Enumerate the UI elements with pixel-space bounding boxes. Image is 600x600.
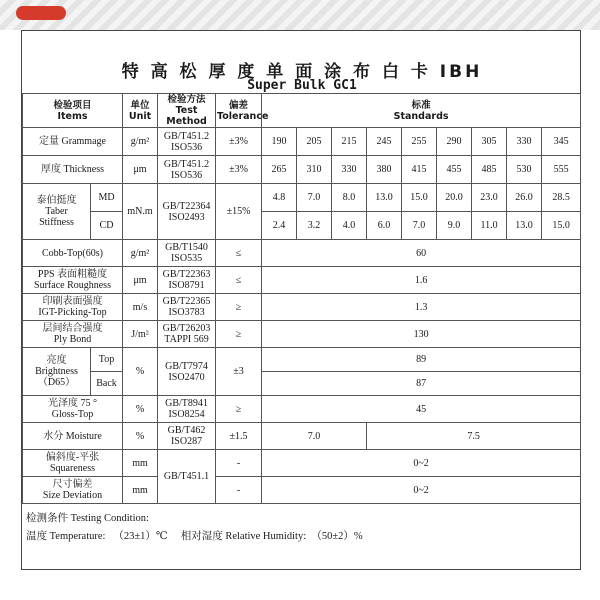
stiffness-cd-value: 7.0 (402, 212, 437, 240)
brightness-label: 亮度 Brightness （D65） (23, 348, 91, 396)
stiffness-method: GB/T22364 ISO2493 (158, 184, 216, 240)
moisture-label: 水分 Moisture (23, 423, 123, 450)
plybond-method: GB/T26203 TAPPI 569 (158, 321, 216, 348)
grammage-value: 205 (297, 128, 332, 156)
moisture-unit: % (123, 423, 158, 450)
grammage-value: 215 (332, 128, 367, 156)
moisture-method: GB/T462 ISO287 (158, 423, 216, 450)
moisture-value-low: 7.0 (262, 423, 367, 450)
stiffness-md-value: 23.0 (472, 184, 507, 212)
size-deviation-value: 0~2 (262, 477, 581, 504)
stiffness-cd-value: 9.0 (437, 212, 472, 240)
thickness-value: 485 (472, 156, 507, 184)
row-cobb (23, 240, 581, 267)
stiffness-cd-value: 3.2 (297, 212, 332, 240)
row-squareness (23, 450, 581, 477)
stiffness-md-value: 13.0 (367, 184, 402, 212)
thickness-method: GB/T451.2 ISO536 (158, 156, 216, 184)
cobb-value: 60 (262, 240, 581, 267)
grammage-value: 255 (402, 128, 437, 156)
plybond-tolerance: ≥ (216, 321, 262, 348)
grammage-tolerance: ±3% (216, 128, 262, 156)
stiffness-cd-value: 6.0 (367, 212, 402, 240)
stiffness-unit: mN.m (123, 184, 158, 240)
top-decor-strip (0, 0, 600, 30)
picking-method: GB/T22365 ISO3783 (158, 294, 216, 321)
row-roughness (23, 267, 581, 294)
thickness-value: 455 (437, 156, 472, 184)
roughness-value: 1.6 (262, 267, 581, 294)
stiffness-md-value: 8.0 (332, 184, 367, 212)
row-stiffness-cd (23, 212, 581, 240)
size-deviation-label: 尺寸偏差 Size Deviation (23, 477, 123, 504)
grammage-value: 345 (542, 128, 581, 156)
brand-logo (16, 6, 66, 20)
stiffness-md-value: 4.8 (262, 184, 297, 212)
moisture-tolerance: ±1.5 (216, 423, 262, 450)
row-gloss (23, 396, 581, 423)
thickness-value: 415 (402, 156, 437, 184)
testing-condition-heading: 检测条件 Testing Condition: (26, 513, 149, 524)
roughness-unit: μm (123, 267, 158, 294)
brightness-tolerance: ±3 (216, 348, 262, 396)
brightness-top-value: 89 (262, 348, 581, 372)
spec-sheet (21, 30, 581, 570)
grammage-method: GB/T451.2 ISO536 (158, 128, 216, 156)
squareness-tolerance: - (216, 450, 262, 477)
row-brightness-top (23, 348, 581, 372)
row-thickness (23, 156, 581, 184)
stiffness-tolerance: ±15% (216, 184, 262, 240)
gloss-unit: % (123, 396, 158, 423)
thickness-value: 310 (297, 156, 332, 184)
stiffness-md-value: 28.5 (542, 184, 581, 212)
stiffness-cd-label: CD (91, 212, 123, 240)
roughness-method: GB/T22363 ISO8791 (158, 267, 216, 294)
stiffness-md-value: 7.0 (297, 184, 332, 212)
row-moisture (23, 423, 581, 450)
grammage-unit: g/m² (123, 128, 158, 156)
cobb-unit: g/m² (123, 240, 158, 267)
grammage-value: 305 (472, 128, 507, 156)
stiffness-label: 泰伯挺度 Taber Stiffness (23, 184, 91, 240)
picking-tolerance: ≥ (216, 294, 262, 321)
header-unit: 单位 Unit (123, 94, 158, 128)
grammage-value: 245 (367, 128, 402, 156)
cobb-label: Cobb-Top(60s) (23, 240, 123, 267)
squareness-unit: mm (123, 450, 158, 477)
testing-condition-line: 温度 Temperature: （23±1）℃ 相对湿度 Relative Humidity: （50±2）% (26, 531, 363, 542)
stiffness-cd-value: 2.4 (262, 212, 297, 240)
thickness-value: 555 (542, 156, 581, 184)
stiffness-md-value: 26.0 (507, 184, 542, 212)
thickness-value: 530 (507, 156, 542, 184)
thickness-tolerance: ±3% (216, 156, 262, 184)
thickness-unit: μm (123, 156, 158, 184)
gloss-label: 光泽度 75 ° Gloss-Top (23, 396, 123, 423)
size-deviation-tolerance: - (216, 477, 262, 504)
stiffness-md-value: 20.0 (437, 184, 472, 212)
thickness-label: 厚度 Thickness (23, 156, 123, 184)
squareness-label: 偏斜度-平张 Squareness (23, 450, 123, 477)
stiffness-md-label: MD (91, 184, 123, 212)
row-picking (23, 294, 581, 321)
gloss-method: GB/T8941 ISO8254 (158, 396, 216, 423)
row-size-deviation (23, 477, 581, 504)
plybond-label: 层间结合强度 Ply Bond (23, 321, 123, 348)
stiffness-cd-value: 15.0 (542, 212, 581, 240)
grammage-value: 190 (262, 128, 297, 156)
row-stiffness-md (23, 184, 581, 212)
stiffness-cd-value: 4.0 (332, 212, 367, 240)
cobb-method: GB/T1540 ISO535 (158, 240, 216, 267)
thickness-value: 265 (262, 156, 297, 184)
row-brightness-back (23, 372, 581, 396)
squareness-value: 0~2 (262, 450, 581, 477)
stiffness-cd-value: 11.0 (472, 212, 507, 240)
stiffness-md-value: 15.0 (402, 184, 437, 212)
grammage-label: 定量 Grammage (23, 128, 123, 156)
title-english: Super Bulk GC1 (247, 78, 357, 93)
header-row (23, 94, 581, 128)
picking-unit: m/s (123, 294, 158, 321)
spec-table (22, 93, 581, 504)
thickness-value: 330 (332, 156, 367, 184)
brightness-method: GB/T7974 ISO2470 (158, 348, 216, 396)
grammage-value: 290 (437, 128, 472, 156)
picking-label: 印刷表面强度 IGT-Picking-Top (23, 294, 123, 321)
gloss-tolerance: ≥ (216, 396, 262, 423)
brightness-back-label: Back (91, 372, 123, 396)
gloss-value: 45 (262, 396, 581, 423)
header-tolerance: 偏差 Tolerance (216, 94, 262, 128)
header-method: 检验方法 Test Method (158, 94, 216, 128)
title-chinese: 特 高 松 厚 度 单 面 涂 布 白 卡 IBH (121, 62, 483, 82)
row-grammage (23, 128, 581, 156)
brightness-unit: % (123, 348, 158, 396)
size-deviation-unit: mm (123, 477, 158, 504)
stiffness-cd-value: 13.0 (507, 212, 542, 240)
cobb-tolerance: ≤ (216, 240, 262, 267)
shared-method: GB/T451.1 (158, 450, 216, 504)
plybond-unit: J/m² (123, 321, 158, 348)
header-standards: 标准 Standards (262, 94, 581, 128)
brightness-back-value: 87 (262, 372, 581, 396)
thickness-value: 380 (367, 156, 402, 184)
roughness-tolerance: ≤ (216, 267, 262, 294)
row-plybond (23, 321, 581, 348)
picking-value: 1.3 (262, 294, 581, 321)
brightness-top-label: Top (91, 348, 123, 372)
header-items: 检验项目 Items (23, 94, 123, 128)
plybond-value: 130 (262, 321, 581, 348)
grammage-value: 330 (507, 128, 542, 156)
roughness-label: PPS 表面粗糙度 Surface Roughness (23, 267, 123, 294)
moisture-value-high: 7.5 (367, 423, 581, 450)
